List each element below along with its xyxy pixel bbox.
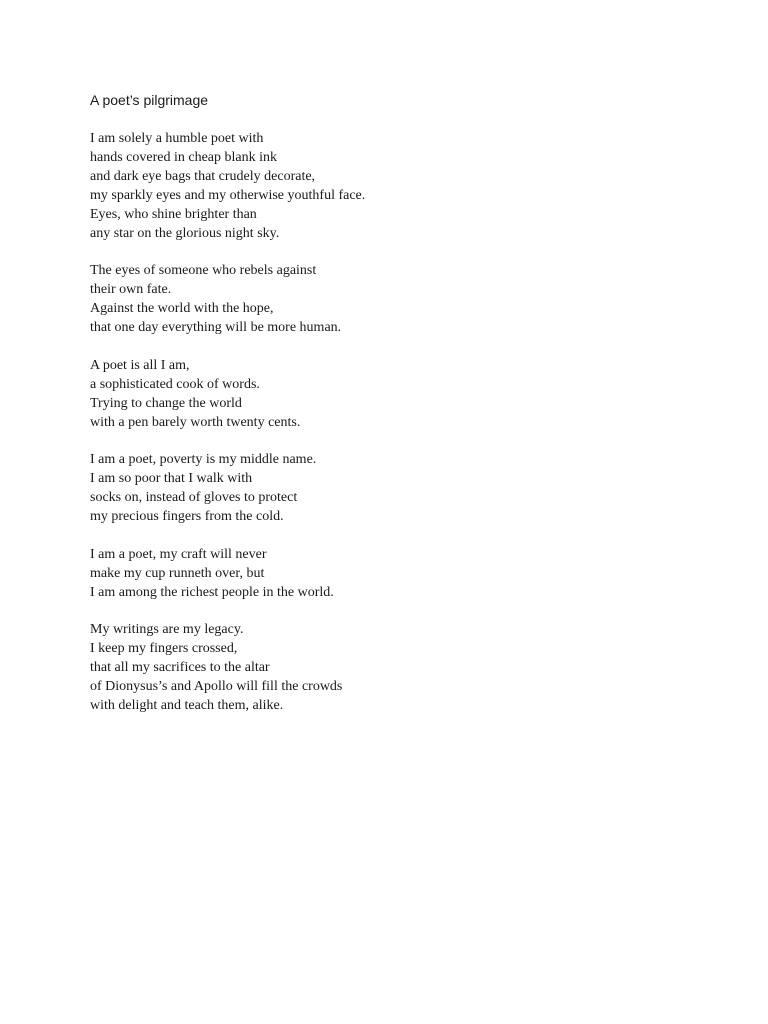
poem-line: their own fate. bbox=[90, 282, 172, 298]
poem-title: A poet’s pilgrimage bbox=[90, 92, 209, 108]
poem-line: my sparkly eyes and my otherwise youthful face. bbox=[90, 187, 366, 203]
poem-line: make my cup runneth over, but bbox=[90, 565, 265, 581]
poem-line: my precious fingers from the cold. bbox=[90, 509, 284, 525]
poem-line: A poet is all I am, bbox=[90, 357, 190, 373]
poem-line: hands covered in cheap blank ink bbox=[90, 149, 277, 165]
poem-line: that all my sacrifices to the altar bbox=[90, 660, 270, 676]
stanza bbox=[90, 357, 365, 433]
stanza bbox=[90, 621, 365, 716]
stanza bbox=[90, 130, 365, 243]
stanza bbox=[90, 262, 365, 338]
poem-line: Trying to change the world bbox=[90, 395, 242, 411]
poem-line: Eyes, who shine brighter than bbox=[90, 206, 257, 222]
poem-line: socks on, instead of gloves to protect bbox=[90, 490, 298, 506]
stanza bbox=[90, 546, 365, 603]
poem-line: I am among the richest people in the world. bbox=[90, 584, 334, 600]
poem-line: I keep my fingers crossed, bbox=[90, 641, 238, 657]
poem-line: I am a poet, my craft will never bbox=[90, 546, 267, 562]
poem-line: I am so poor that I walk with bbox=[90, 471, 253, 487]
poem-line: of Dionysus’s and Apollo will fill the crowds bbox=[90, 679, 343, 695]
poem-line: and dark eye bags that crudely decorate, bbox=[90, 168, 316, 184]
poem-line: The eyes of someone who rebels against bbox=[90, 263, 317, 279]
stanza bbox=[90, 451, 365, 527]
poem-line: a sophisticated cook of words. bbox=[90, 376, 260, 392]
poem-line: that one day everything will be more human. bbox=[90, 320, 342, 336]
poem-body bbox=[90, 130, 365, 735]
poem-line: Against the world with the hope, bbox=[90, 301, 274, 317]
poem-line: with delight and teach them, alike. bbox=[90, 698, 284, 714]
poem-line: with a pen barely worth twenty cents. bbox=[90, 414, 301, 430]
poem-line: My writings are my legacy. bbox=[90, 622, 244, 638]
poem-line: any star on the glorious night sky. bbox=[90, 225, 280, 241]
poem-line: I am solely a humble poet with bbox=[90, 131, 264, 146]
poem-line: I am a poet, poverty is my middle name. bbox=[90, 452, 317, 468]
